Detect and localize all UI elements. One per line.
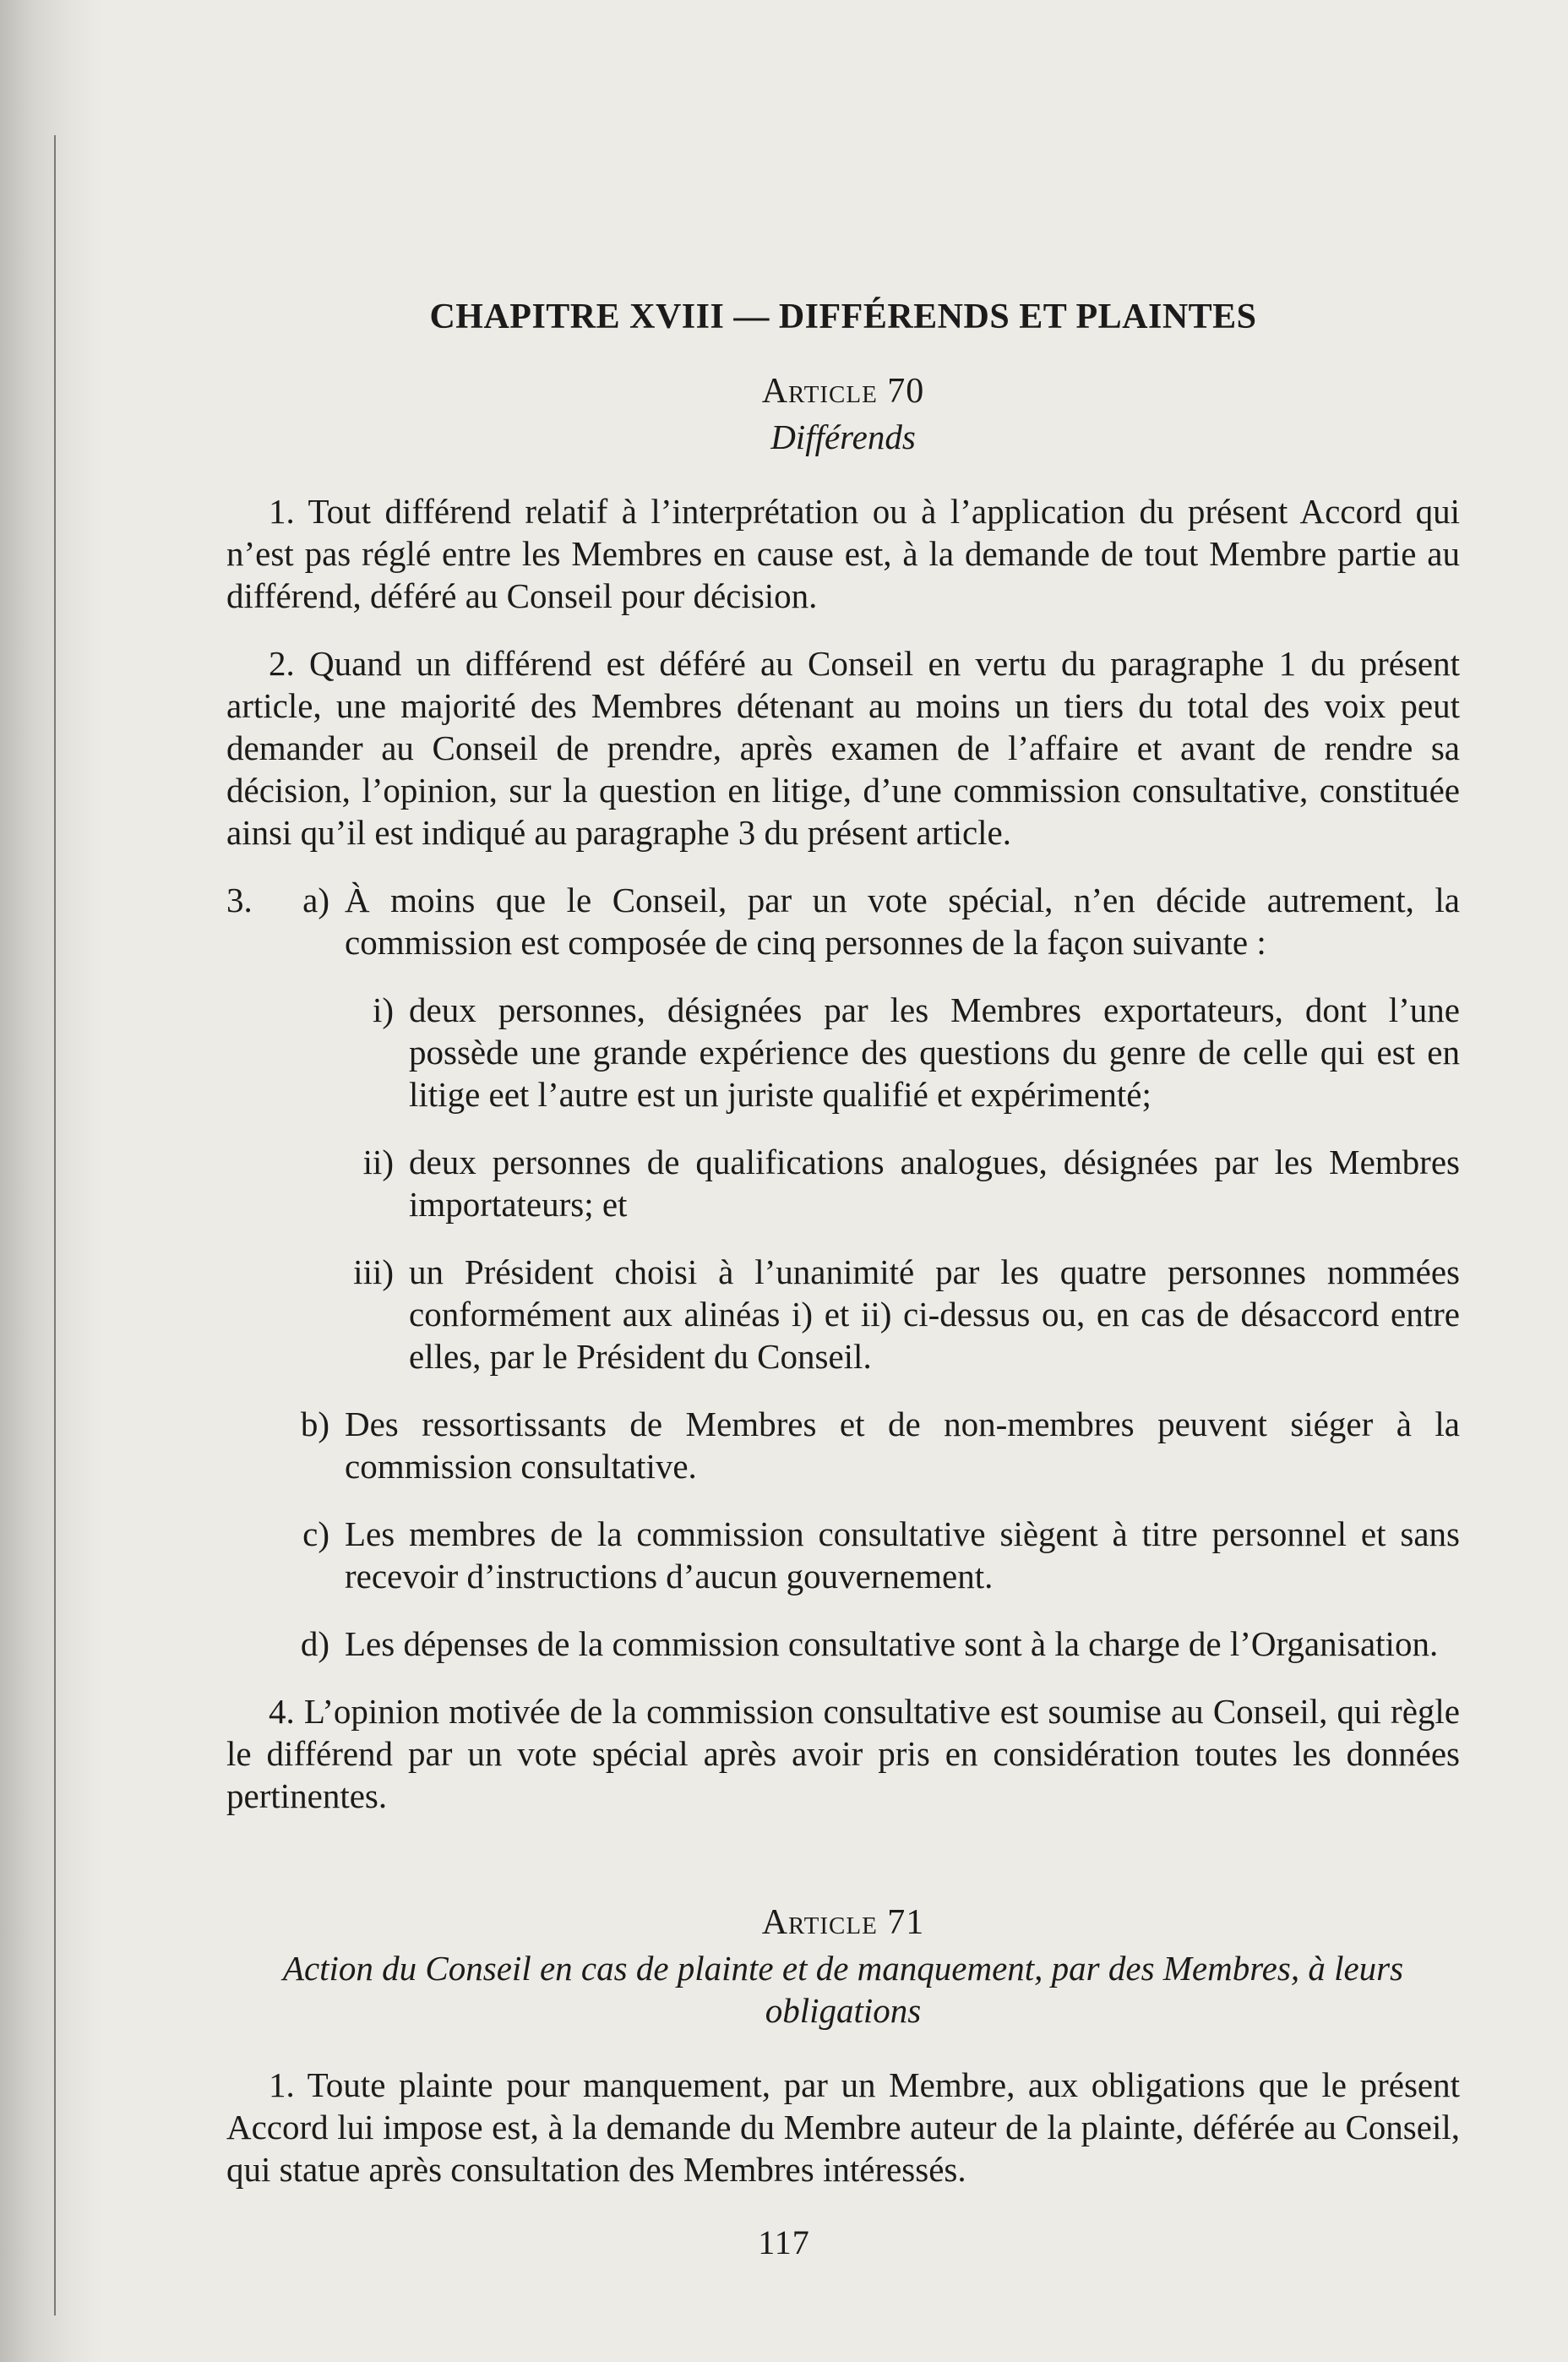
article-70-subtitle: Différends xyxy=(770,417,916,456)
chapter-title: CHAPITRE XVIII — DIFFÉRENDS ET PLAINTES xyxy=(429,297,1257,336)
roman-text-ii: deux personnes de qualifications analogues, désignées par les Membres importateurs; et xyxy=(409,1143,1460,1224)
article-71 xyxy=(226,1901,1460,2190)
roman-text-i: deux personnes, désignées par les Membres exportateurs, dont l’une possède une grande expérience des questions du genre de celle qui est en litige eet l’autre est un juriste qualifié et expérimenté; xyxy=(409,990,1460,1114)
article-71-subtitle: Action du Conseil en cas de plainte et de manquement, par des Membres, à leurs obligations xyxy=(282,1949,1404,2030)
lettered-item xyxy=(226,1403,1460,1487)
page-number: 117 xyxy=(758,2223,810,2261)
item-text-d: Les dépenses de la commission consultative sont à la charge de l’Organisation. xyxy=(345,1624,1439,1663)
roman-item xyxy=(226,1251,1460,1377)
article-70-paragraph-3a xyxy=(226,879,1460,963)
lettered-item xyxy=(226,1513,1460,1597)
article-70-paragraph-1: 1. Tout différend relatif à l’interprétation ou à l’application du présent Accord qui n’est pas réglé entre les Membres en cause est, à la demande de tout Membre partie au différend, déféré au Conseil pour décision. xyxy=(226,492,1460,615)
article-70-heading: Article 70 xyxy=(761,372,925,411)
item-label-a: a) xyxy=(302,881,329,919)
article-70 xyxy=(226,370,1460,1817)
binding-edge-line xyxy=(54,135,56,2316)
roman-item xyxy=(226,989,1460,1116)
item-label-d: d) xyxy=(300,1624,329,1663)
roman-item xyxy=(226,1141,1460,1225)
item-label-b: b) xyxy=(300,1405,329,1443)
item-label-c: c) xyxy=(302,1514,329,1553)
roman-label-i: i) xyxy=(372,990,394,1029)
article-71-paragraph-1: 1. Toute plainte pour manquement, par un Membre, aux obligations que le présent Accord lui impose est, à la demande du Membre auteur de la plainte, déférée au Conseil, qui statue après consultation des Membres intéressés. xyxy=(226,2065,1460,2189)
roman-label-ii: ii) xyxy=(362,1143,394,1181)
item-text-b: Des ressortissants de Membres et de non-membres peuvent siéger à la commission consultative. xyxy=(345,1405,1460,1486)
roman-text-iii: un Président choisi à l’unanimité par les quatre personnes nommées conformément aux alinéas i) et ii) ci-dessus ou, en cas de désaccord entre elles, par le Président du Conseil. xyxy=(409,1252,1460,1376)
roman-label-iii: iii) xyxy=(353,1252,394,1291)
paragraph-3-number: 3. xyxy=(226,881,253,919)
page-binding-shadow xyxy=(0,0,101,2362)
document-page xyxy=(226,296,1460,2216)
article-70-paragraph-4: 4. L’opinion motivée de la commission consultative est soumise au Conseil, qui règle le différend par un vote spécial après avoir pris en considération toutes les données pertinentes. xyxy=(226,1692,1460,1815)
lettered-item xyxy=(226,1623,1460,1665)
article-71-heading: Article 71 xyxy=(761,1903,925,1942)
item-text-a: À moins que le Conseil, par un vote spécial, n’en décide autrement, la commission est composée de cinq personnes de la façon suivante : xyxy=(345,881,1460,962)
article-70-paragraph-2: 2. Quand un différend est déféré au Conseil en vertu du paragraphe 1 du présent article, une majorité des Membres détenant au moins un tiers du total des voix peut demander au Conseil de prendre, après examen de l’affaire et avant de rendre sa décision, l’opinion, sur la question en litige, d’une commission consultative, constituée ainsi qu’il est indiqué au paragraphe 3 du présent article. xyxy=(226,644,1460,852)
item-text-c: Les membres de la commission consultative siègent à titre personnel et sans recevoir d’instructions d’aucun gouvernement. xyxy=(345,1514,1460,1596)
